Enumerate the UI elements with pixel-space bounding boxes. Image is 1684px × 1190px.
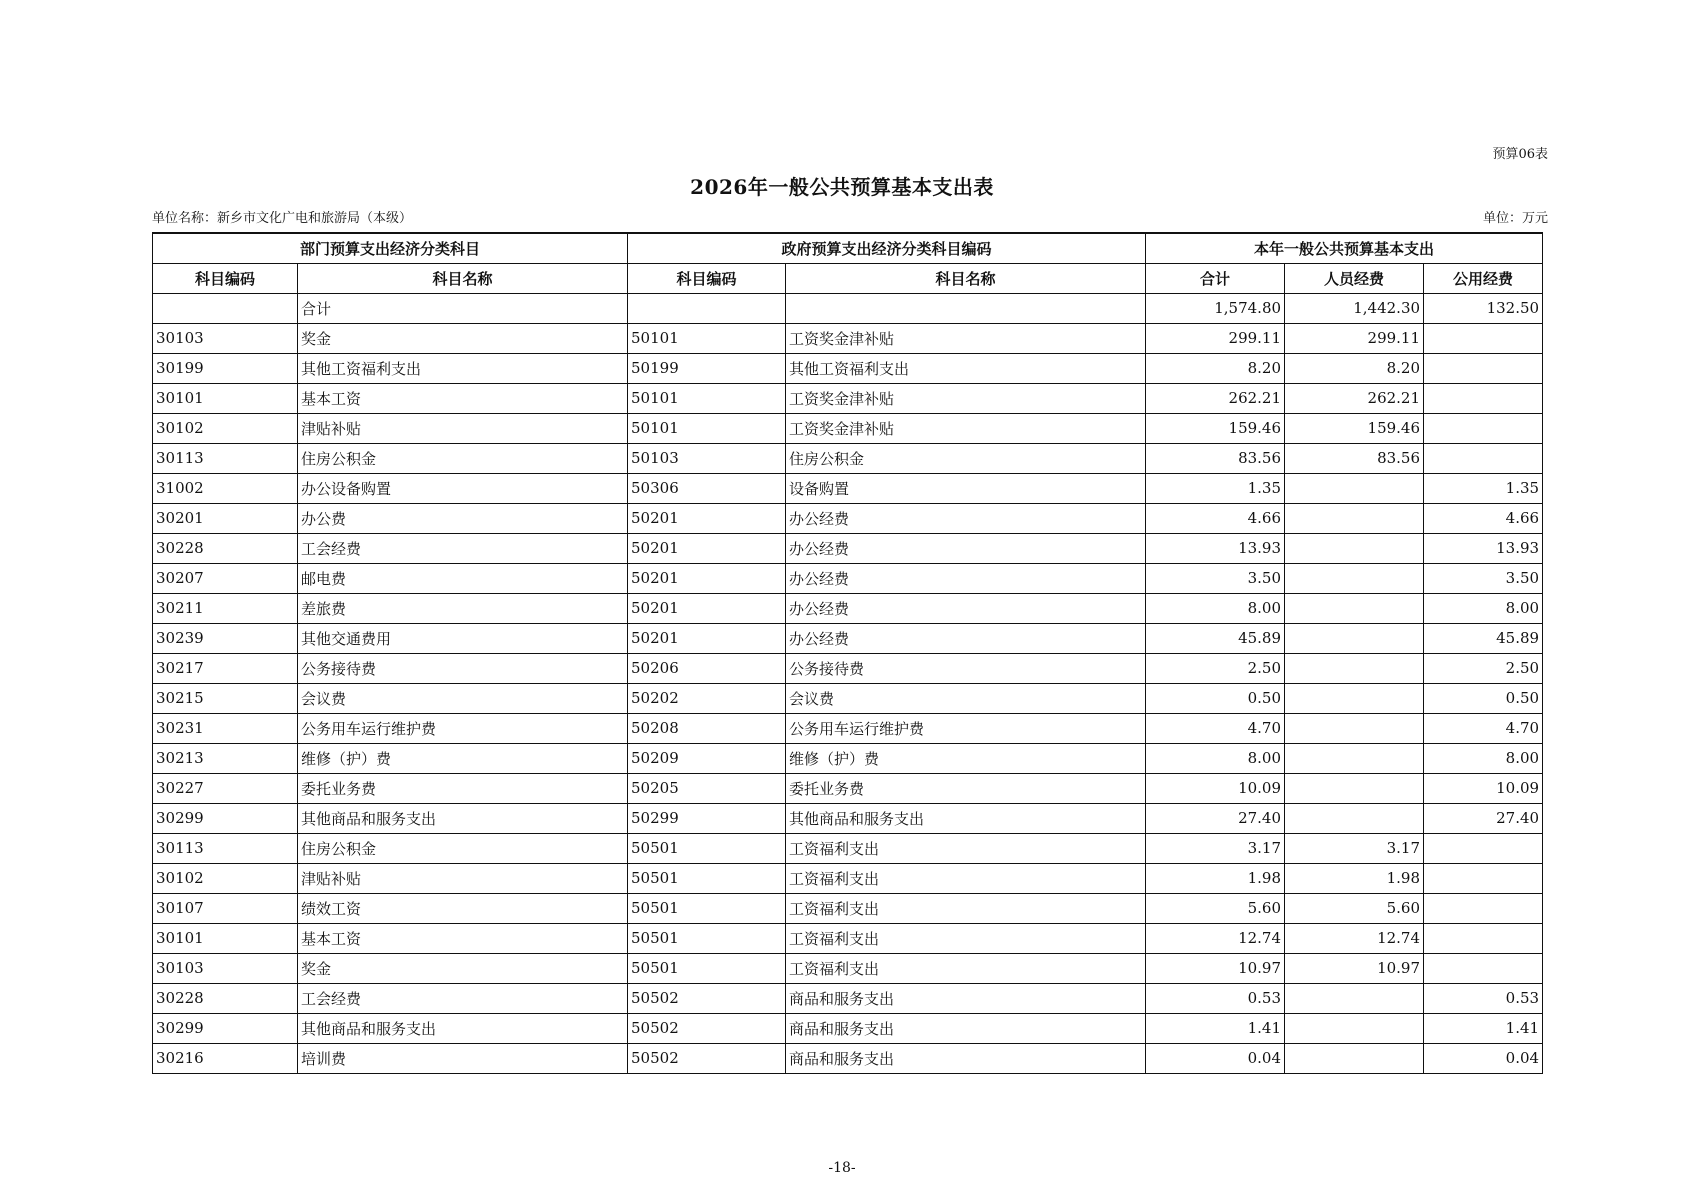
cell-public [1424,413,1543,443]
cell-public: 8.00 [1424,593,1543,623]
table-row [153,803,1543,833]
cell-gov-name: 商品和服务支出 [786,1043,1146,1073]
cell-gov-name: 委托业务费 [786,773,1146,803]
header-group-dept: 部门预算支出经济分类科目 [153,233,628,263]
table-row [153,443,1543,473]
table-row [153,623,1543,653]
cell-gov-name: 工资福利支出 [786,923,1146,953]
table-row [153,323,1543,353]
cell-gov-name: 工资福利支出 [786,893,1146,923]
table-row [153,983,1543,1013]
cell-personnel: 5.60 [1285,893,1424,923]
cell-public: 4.66 [1424,503,1543,533]
cell-dept-code: 30216 [153,1043,298,1073]
cell-dept-name: 其他交通费用 [298,623,628,653]
cell-gov-code: 50502 [628,983,786,1013]
cell-dept-code: 30299 [153,803,298,833]
cell-total: 10.97 [1146,953,1285,983]
cell-dept-name: 绩效工资 [298,893,628,923]
cell-dept-name: 奖金 [298,953,628,983]
page-title: 2026年一般公共预算基本支出表 [690,175,994,199]
cell-personnel: 10.97 [1285,953,1424,983]
table-row [153,593,1543,623]
cell-gov-code: 50501 [628,923,786,953]
table-row [153,533,1543,563]
cell-public [1424,383,1543,413]
cell-total: 262.21 [1146,383,1285,413]
cell-dept-name: 公务接待费 [298,653,628,683]
cell-public: 0.04 [1424,1043,1543,1073]
cell-gov-name: 办公经费 [786,503,1146,533]
cell-personnel: 1.98 [1285,863,1424,893]
total-row [153,293,1543,323]
cell-public [1424,923,1543,953]
cell-dept-name: 办公费 [298,503,628,533]
cell-total: 5.60 [1146,893,1285,923]
cell-total: 4.70 [1146,713,1285,743]
cell-personnel [1285,803,1424,833]
cell-total: 27.40 [1146,803,1285,833]
cell-personnel: 8.20 [1285,353,1424,383]
cell-dept-name: 培训费 [298,1043,628,1073]
cell-total: 1.98 [1146,863,1285,893]
cell-gov-code: 50201 [628,593,786,623]
cell-total: 2.50 [1146,653,1285,683]
cell-total: 83.56 [1146,443,1285,473]
cell-dept-code: 30211 [153,593,298,623]
cell-dept-code: 30102 [153,413,298,443]
cell-dept-code: 30213 [153,743,298,773]
header-total: 合计 [1146,263,1285,293]
cell-gov-name: 工资福利支出 [786,863,1146,893]
table-row [153,683,1543,713]
cell-dept-code: 30201 [153,503,298,533]
cell-gov-name: 工资奖金津补贴 [786,323,1146,353]
cell-dept-code: 30113 [153,833,298,863]
cell-dept-name: 基本工资 [298,923,628,953]
cell-dept-name: 差旅费 [298,593,628,623]
cell-gov-name: 会议费 [786,683,1146,713]
cell-personnel [1285,773,1424,803]
table-row [153,1013,1543,1043]
table-row [153,713,1543,743]
unit-name-label: 单位名称：新乡市文化广电和旅游局（本级） [152,211,413,226]
cell-gov-code: 50306 [628,473,786,503]
cell-public [1424,443,1543,473]
table-column-header-row [153,263,1543,293]
cell-dept-code: 30107 [153,893,298,923]
cell-gov-code: 50502 [628,1043,786,1073]
cell-dept-code: 30207 [153,563,298,593]
cell-gov-name: 公务接待费 [786,653,1146,683]
cell-personnel [1285,623,1424,653]
cell-public: 1.35 [1424,473,1543,503]
cell-total: 1.41 [1146,1013,1285,1043]
cell-dept-name: 住房公积金 [298,443,628,473]
cell-public: 0.50 [1424,683,1543,713]
cell-dept-name: 工会经费 [298,533,628,563]
cell-gov-name: 工资福利支出 [786,833,1146,863]
cell-personnel: 12.74 [1285,923,1424,953]
cell-public: 10.09 [1424,773,1543,803]
cell-gov-code: 50201 [628,563,786,593]
cell-gov-name: 办公经费 [786,623,1146,653]
cell-dept-name: 办公设备购置 [298,473,628,503]
cell-gov-name: 住房公积金 [786,443,1146,473]
cell-dept-name: 维修（护）费 [298,743,628,773]
total-dept-name: 合计 [298,293,628,323]
table-row [153,383,1543,413]
cell-public: 27.40 [1424,803,1543,833]
table-row [153,653,1543,683]
table-row [153,953,1543,983]
cell-total: 4.66 [1146,503,1285,533]
total-public: 132.50 [1424,293,1543,323]
cell-public [1424,953,1543,983]
cell-dept-name: 津贴补贴 [298,863,628,893]
cell-dept-code: 30239 [153,623,298,653]
cell-gov-code: 50206 [628,653,786,683]
cell-gov-code: 50199 [628,353,786,383]
header-dept-name: 科目名称 [298,263,628,293]
cell-personnel [1285,563,1424,593]
cell-public: 0.53 [1424,983,1543,1013]
cell-personnel [1285,743,1424,773]
cell-dept-name: 其他商品和服务支出 [298,1013,628,1043]
cell-dept-name: 公务用车运行维护费 [298,713,628,743]
cell-dept-code: 31002 [153,473,298,503]
table-row [153,1043,1543,1073]
table-row [153,923,1543,953]
cell-total: 8.20 [1146,353,1285,383]
table-row [153,863,1543,893]
header-gov-code: 科目编码 [628,263,786,293]
cell-personnel [1285,983,1424,1013]
cell-public: 4.70 [1424,713,1543,743]
cell-gov-code: 50101 [628,413,786,443]
page-number: -18- [828,1160,856,1176]
cell-dept-code: 30113 [153,443,298,473]
cell-public: 3.50 [1424,563,1543,593]
cell-dept-code: 30215 [153,683,298,713]
cell-public [1424,323,1543,353]
cell-dept-name: 津贴补贴 [298,413,628,443]
cell-dept-name: 邮电费 [298,563,628,593]
cell-dept-code: 30217 [153,653,298,683]
cell-public: 45.89 [1424,623,1543,653]
cell-personnel [1285,473,1424,503]
cell-dept-name: 其他商品和服务支出 [298,803,628,833]
cell-gov-code: 50201 [628,503,786,533]
cell-personnel [1285,593,1424,623]
cell-gov-code: 50201 [628,623,786,653]
cell-dept-code: 30227 [153,773,298,803]
cell-gov-name: 工资福利支出 [786,953,1146,983]
cell-total: 3.17 [1146,833,1285,863]
total-gov-name [786,293,1146,323]
cell-gov-name: 维修（护）费 [786,743,1146,773]
table-row [153,473,1543,503]
cell-total: 0.04 [1146,1043,1285,1073]
cell-gov-code: 50209 [628,743,786,773]
header-group-current: 本年一般公共预算基本支出 [1146,233,1543,263]
cell-personnel: 3.17 [1285,833,1424,863]
table-row [153,353,1543,383]
cell-gov-name: 其他工资福利支出 [786,353,1146,383]
cell-gov-code: 50103 [628,443,786,473]
table-row [153,503,1543,533]
cell-dept-name: 工会经费 [298,983,628,1013]
total-dept-code [153,293,298,323]
table-row [153,563,1543,593]
cell-gov-name: 工资奖金津补贴 [786,413,1146,443]
cell-public: 1.41 [1424,1013,1543,1043]
cell-total: 13.93 [1146,533,1285,563]
cell-gov-name: 商品和服务支出 [786,983,1146,1013]
cell-dept-code: 30228 [153,983,298,1013]
budget-table [152,232,1543,1074]
cell-public [1424,893,1543,923]
header-dept-code: 科目编码 [153,263,298,293]
cell-dept-code: 30101 [153,383,298,413]
cell-personnel [1285,1013,1424,1043]
cell-gov-code: 50501 [628,863,786,893]
cell-gov-name: 办公经费 [786,533,1146,563]
table-row [153,773,1543,803]
cell-dept-name: 住房公积金 [298,833,628,863]
cell-dept-code: 30103 [153,323,298,353]
cell-gov-code: 50502 [628,1013,786,1043]
table-row [153,893,1543,923]
cell-public [1424,353,1543,383]
cell-public: 8.00 [1424,743,1543,773]
currency-unit-label: 单位：万元 [1482,211,1548,226]
table-group-header-row [153,233,1543,263]
cell-total: 0.50 [1146,683,1285,713]
cell-personnel: 262.21 [1285,383,1424,413]
table-row [153,413,1543,443]
cell-gov-code: 50101 [628,383,786,413]
cell-gov-name: 其他商品和服务支出 [786,803,1146,833]
cell-dept-name: 其他工资福利支出 [298,353,628,383]
cell-gov-code: 50101 [628,323,786,353]
cell-personnel [1285,683,1424,713]
cell-personnel [1285,533,1424,563]
cell-dept-code: 30231 [153,713,298,743]
cell-personnel: 299.11 [1285,323,1424,353]
cell-total: 1.35 [1146,473,1285,503]
cell-gov-code: 50501 [628,893,786,923]
cell-gov-code: 50208 [628,713,786,743]
cell-gov-name: 商品和服务支出 [786,1013,1146,1043]
cell-total: 8.00 [1146,743,1285,773]
cell-total: 0.53 [1146,983,1285,1013]
cell-gov-code: 50201 [628,533,786,563]
cell-gov-code: 50202 [628,683,786,713]
cell-gov-name: 设备购置 [786,473,1146,503]
cell-total: 45.89 [1146,623,1285,653]
cell-dept-name: 委托业务费 [298,773,628,803]
cell-dept-name: 基本工资 [298,383,628,413]
cell-personnel [1285,713,1424,743]
cell-gov-code: 50299 [628,803,786,833]
cell-dept-code: 30101 [153,923,298,953]
cell-gov-code: 50501 [628,833,786,863]
cell-gov-code: 50205 [628,773,786,803]
cell-dept-code: 30102 [153,863,298,893]
cell-gov-name: 办公经费 [786,593,1146,623]
cell-total: 299.11 [1146,323,1285,353]
cell-dept-code: 30228 [153,533,298,563]
cell-total: 10.09 [1146,773,1285,803]
header-gov-name: 科目名称 [786,263,1146,293]
cell-personnel: 83.56 [1285,443,1424,473]
cell-public [1424,863,1543,893]
cell-gov-code: 50501 [628,953,786,983]
total-amount: 1,574.80 [1146,293,1285,323]
header-personnel: 人员经费 [1285,263,1424,293]
cell-total: 12.74 [1146,923,1285,953]
table-row [153,743,1543,773]
cell-total: 3.50 [1146,563,1285,593]
header-group-gov: 政府预算支出经济分类科目编码 [628,233,1146,263]
cell-gov-name: 工资奖金津补贴 [786,383,1146,413]
cell-public [1424,833,1543,863]
cell-public: 2.50 [1424,653,1543,683]
cell-personnel [1285,1043,1424,1073]
cell-total: 159.46 [1146,413,1285,443]
total-personnel: 1,442.30 [1285,293,1424,323]
cell-dept-name: 会议费 [298,683,628,713]
cell-public: 13.93 [1424,533,1543,563]
total-gov-code [628,293,786,323]
form-number-label: 预算06表 [1492,147,1548,162]
cell-dept-code: 30199 [153,353,298,383]
header-public: 公用经费 [1424,263,1543,293]
cell-dept-code: 30103 [153,953,298,983]
cell-personnel: 159.46 [1285,413,1424,443]
cell-personnel [1285,503,1424,533]
cell-dept-code: 30299 [153,1013,298,1043]
cell-total: 8.00 [1146,593,1285,623]
cell-gov-name: 公务用车运行维护费 [786,713,1146,743]
table-row [153,833,1543,863]
cell-dept-name: 奖金 [298,323,628,353]
cell-gov-name: 办公经费 [786,563,1146,593]
cell-personnel [1285,653,1424,683]
